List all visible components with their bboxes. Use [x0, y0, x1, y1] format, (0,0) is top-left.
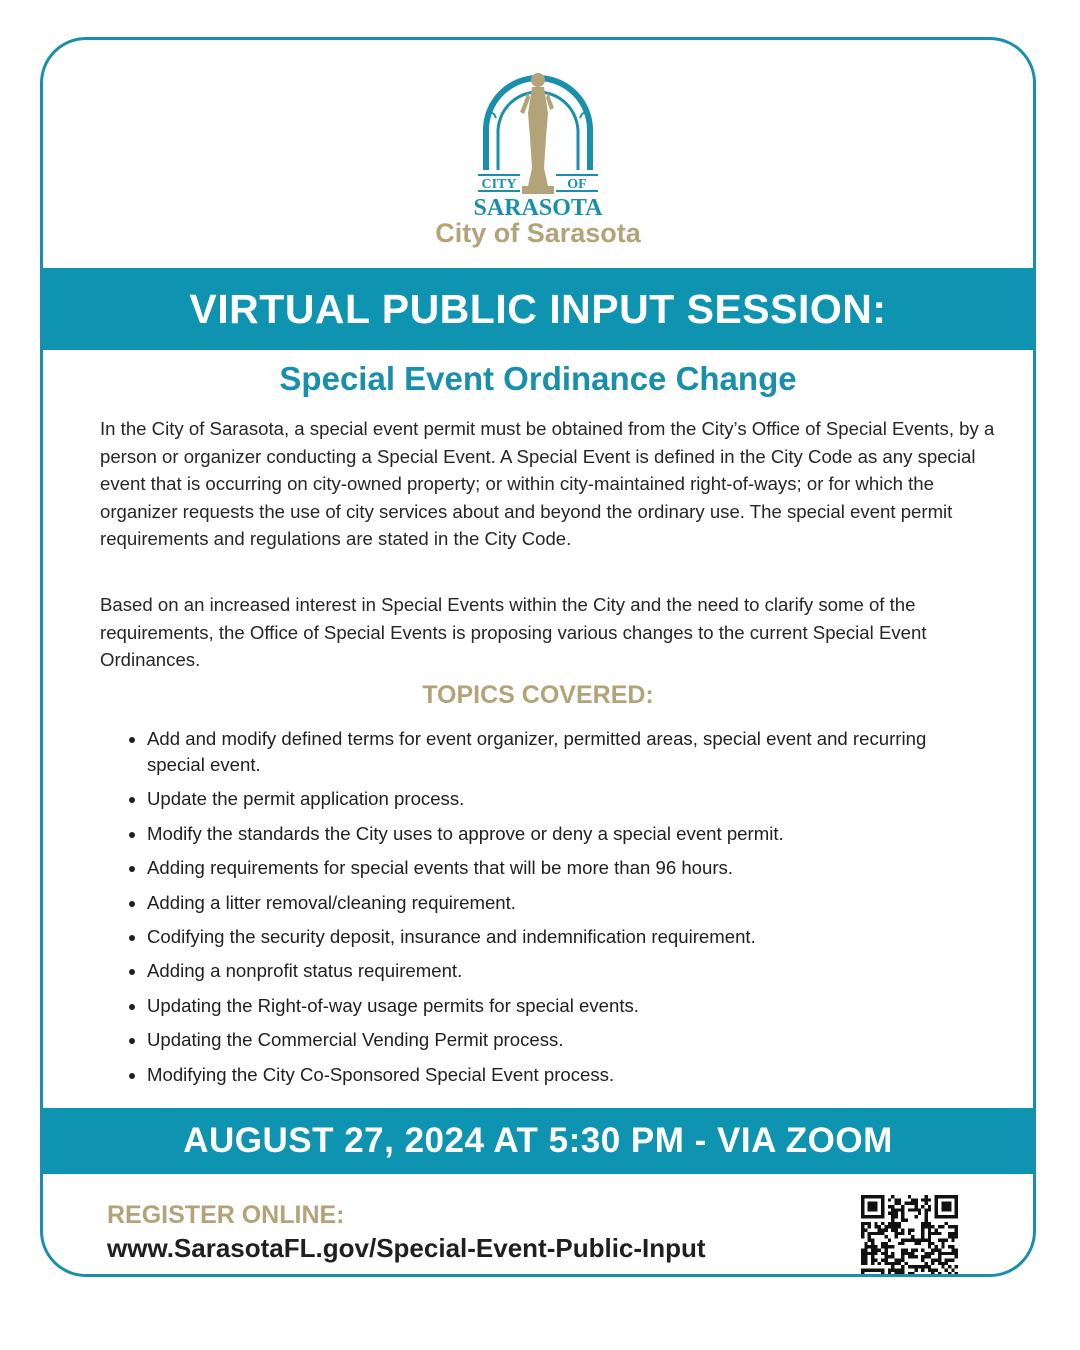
bullet-icon: [129, 1038, 135, 1044]
list-item: [123, 890, 983, 916]
topic-text: Updating the Right-of-way usage permits for special events.: [147, 994, 639, 1016]
svg-text:OF: OF: [567, 177, 587, 192]
flyer-frame: [40, 37, 1036, 1277]
list-item: [123, 726, 983, 778]
page-subtitle: Special Event Ordinance Change: [279, 360, 797, 397]
topic-text: Add and modify defined terms for event organizer, permitted areas, special event and recurring special event.: [147, 728, 927, 775]
list-item: [123, 786, 983, 812]
topic-text: Adding a nonprofit status requirement.: [147, 960, 463, 982]
bullet-icon: [129, 969, 135, 975]
list-item: [123, 855, 983, 881]
topic-text: Codifying the security deposit, insurance and indemnification requirement.: [147, 925, 756, 947]
bullet-icon: [129, 901, 135, 907]
bullet-icon: [129, 935, 135, 941]
intro-paragraph: In the City of Sarasota, a special event permit must be obtained from the City’s Office of Special Events, by a person or organizer conducting a Special Event. A Special Event is defined in the City Code as any special event that is occurring on city-owned property; or within city-maintained right-of-ways; or for which the organizer requests the use of city services about and beyond the ordinary use. The special event permit requirements and regulations are stated in the City Code.: [100, 418, 995, 549]
proposal-paragraph: Based on an increased interest in Special Events within the City and the need to clarify some of the requirements, the Office of Special Events is proposing various changes to the current Special Event Ordinances.: [100, 594, 927, 670]
list-item: [123, 1027, 983, 1053]
topic-text: Adding a litter removal/cleaning requirement.: [147, 891, 516, 913]
city-name-caption: City of Sarasota: [435, 218, 641, 248]
topics-list: [123, 726, 983, 1096]
bullet-icon: [129, 1073, 135, 1079]
topics-heading: TOPICS COVERED:: [422, 681, 654, 709]
bullet-icon: [129, 866, 135, 872]
session-title-banner: VIRTUAL PUBLIC INPUT SESSION:: [43, 268, 1033, 350]
bullet-icon: [129, 832, 135, 838]
topic-text: Modifying the City Co-Sponsored Special Event process.: [147, 1063, 615, 1085]
topic-text: Modify the standards the City uses to approve or deny a special event permit.: [147, 822, 784, 844]
bullet-icon: [129, 737, 135, 743]
list-item: [123, 924, 983, 950]
bullet-icon: [129, 797, 135, 803]
list-item: [123, 821, 983, 847]
list-item: [123, 1062, 983, 1088]
topic-text: Update the permit application process.: [147, 788, 465, 810]
topic-text: Adding requirements for special events that will be more than 96 hours.: [147, 857, 734, 879]
register-heading: REGISTER ONLINE:: [107, 1201, 345, 1229]
topic-text: Updating the Commercial Vending Permit process.: [147, 1029, 564, 1051]
register-url-link[interactable]: www.SarasotaFL.gov/Special-Event-Public-Input: [107, 1233, 706, 1263]
svg-text:CITY: CITY: [481, 177, 517, 192]
list-item: [123, 993, 983, 1019]
bullet-icon: [129, 1004, 135, 1010]
list-item: [123, 958, 983, 984]
svg-text:SARASOTA: SARASOTA: [473, 195, 603, 218]
event-date-banner: AUGUST 27, 2024 AT 5:30 PM - VIA ZOOM: [43, 1108, 1033, 1174]
city-logo-icon: [458, 58, 618, 218]
qr-code-icon[interactable]: [861, 1195, 958, 1277]
